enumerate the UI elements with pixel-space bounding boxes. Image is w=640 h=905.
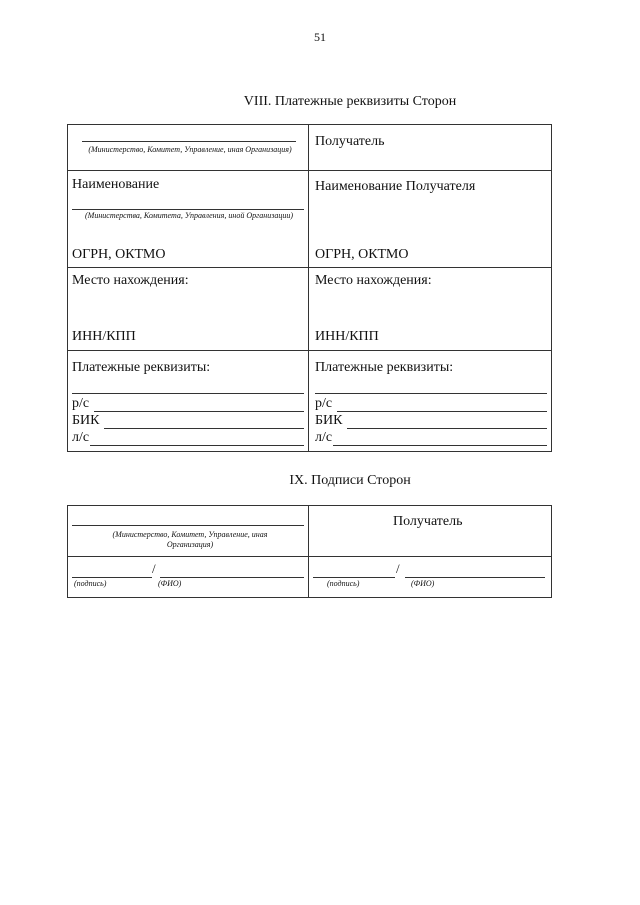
inn-kpp-label: ИНН/КПП bbox=[72, 329, 136, 344]
personal-account-line[interactable] bbox=[90, 445, 304, 446]
recipient-signature-header-cell bbox=[309, 506, 552, 557]
recipient-header-cell bbox=[309, 125, 552, 171]
fio-hint: (ФИО) bbox=[158, 579, 182, 588]
left-signature-cell bbox=[68, 557, 309, 598]
location-label: Место нахождения: bbox=[72, 273, 189, 288]
signatory-name-line[interactable] bbox=[72, 525, 304, 526]
recipient-payment-details-label: Платежные реквизиты: bbox=[315, 360, 454, 375]
name-line[interactable] bbox=[72, 209, 304, 210]
party-name-line[interactable] bbox=[82, 141, 296, 142]
recipient-name-label: Наименование Получателя bbox=[315, 179, 476, 194]
signature-slash: / bbox=[152, 561, 156, 576]
bik-label: БИК bbox=[72, 413, 100, 428]
recipient-header: Получатель bbox=[315, 134, 385, 149]
page-number: 51 bbox=[314, 30, 326, 44]
left-location-cell bbox=[68, 268, 309, 351]
recipient-signature-hint: (подпись) bbox=[327, 579, 360, 588]
recipient-ogrn-oktmo-label: ОГРН, ОКТМО bbox=[315, 247, 409, 262]
section-title-signatures: IX. Подписи Сторон bbox=[289, 473, 411, 488]
signatures-table bbox=[67, 505, 552, 598]
left-signature-header-cell bbox=[68, 506, 309, 557]
section-title-payment-details: VIII. Платежные реквизиты Сторон bbox=[243, 94, 457, 109]
signature-hint: (подпись) bbox=[74, 579, 107, 588]
recipient-signature-cell bbox=[309, 557, 552, 598]
recipient-account-label: р/с bbox=[315, 396, 333, 411]
recipient-bik-label: БИК bbox=[315, 413, 343, 428]
fio-line[interactable] bbox=[160, 577, 304, 578]
left-payment-cell bbox=[68, 351, 309, 452]
recipient-payment-line[interactable] bbox=[315, 393, 547, 394]
recipient-personal-account-line[interactable] bbox=[333, 445, 547, 446]
account-line[interactable] bbox=[94, 411, 304, 412]
bik-line[interactable] bbox=[104, 428, 304, 429]
recipient-account-line[interactable] bbox=[337, 411, 547, 412]
recipient-signature-header: Получатель bbox=[393, 514, 463, 529]
recipient-name-cell bbox=[309, 171, 552, 268]
recipient-signature-slash: / bbox=[396, 561, 400, 576]
recipient-inn-kpp-label: ИНН/КПП bbox=[315, 329, 379, 344]
recipient-signature-line[interactable] bbox=[313, 577, 395, 578]
recipient-payment-cell bbox=[309, 351, 552, 452]
ogrn-oktmo-label: ОГРН, ОКТМО bbox=[72, 247, 166, 262]
recipient-location-cell bbox=[309, 268, 552, 351]
payment-line[interactable] bbox=[72, 393, 304, 394]
left-name-cell bbox=[68, 171, 309, 268]
personal-account-label: л/с bbox=[72, 430, 90, 445]
signature-line[interactable] bbox=[72, 577, 152, 578]
account-label: р/с bbox=[72, 396, 90, 411]
signatory-type-hint: (Министерство, Комитет, Управление, иная Организация) bbox=[112, 530, 268, 549]
payment-details-table bbox=[67, 124, 552, 452]
recipient-fio-line[interactable] bbox=[405, 577, 545, 578]
recipient-fio-hint: (ФИО) bbox=[411, 579, 435, 588]
name-label: Наименование bbox=[72, 177, 160, 192]
recipient-bik-line[interactable] bbox=[347, 428, 547, 429]
name-hint: (Министерства, Комитета, Управления, иной Организации) bbox=[84, 211, 293, 220]
left-party-header-cell bbox=[68, 125, 309, 171]
recipient-location-label: Место нахождения: bbox=[315, 273, 432, 288]
payment-details-label: Платежные реквизиты: bbox=[72, 360, 211, 375]
recipient-personal-account-label: л/с bbox=[315, 430, 333, 445]
party-type-hint: (Министерство, Комитет, Управление, иная Организация) bbox=[88, 145, 292, 154]
